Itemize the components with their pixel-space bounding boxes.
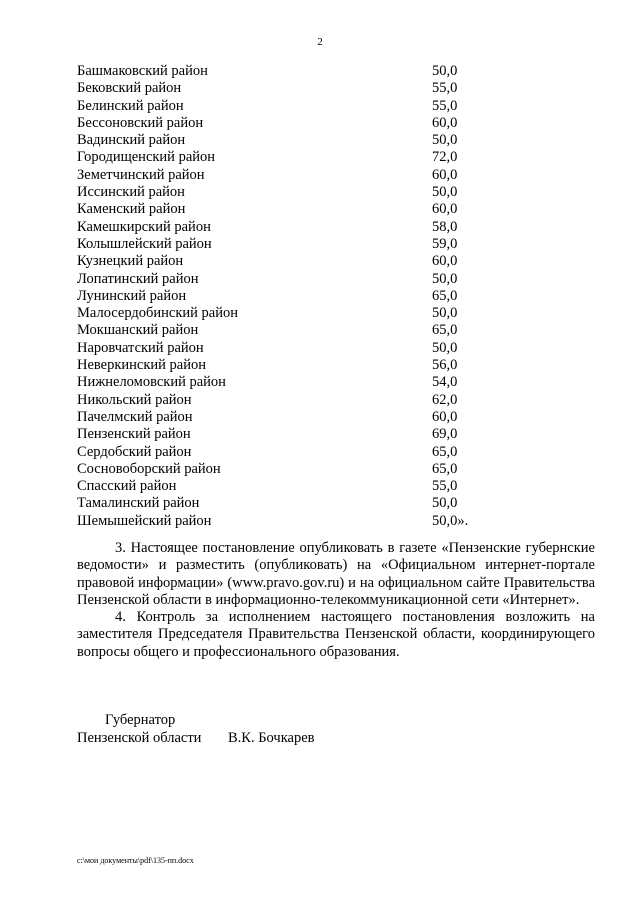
paragraph-control: 4. Контроль за исполнением настоящего постановления возложить на заместителя Председателя Правительства Пензенской области, координирующего вопросы общего и профессионального образования. <box>77 609 595 660</box>
district-value: 72,0 <box>432 149 458 166</box>
district-name: Лунинский район <box>77 287 187 304</box>
district-name: Городищенский район <box>77 149 216 166</box>
district-row <box>77 184 497 201</box>
district-value: 62,0 <box>432 391 458 408</box>
district-value: 60,0 <box>432 253 458 270</box>
signature-name: В.К. Бочкарев <box>228 730 315 746</box>
district-row <box>77 115 497 132</box>
district-row <box>77 461 497 478</box>
district-name: Бековский район <box>77 80 182 97</box>
district-row <box>77 513 497 530</box>
district-name: Нижнеломовский район <box>77 374 226 391</box>
district-value: 60,0 <box>432 166 458 183</box>
district-row <box>77 201 497 218</box>
district-row <box>77 149 497 166</box>
district-row <box>77 495 497 512</box>
district-value: 50,0 <box>432 305 458 322</box>
district-value: 56,0 <box>432 357 458 374</box>
district-name: Малосердобинский район <box>77 305 239 322</box>
district-row <box>77 271 497 288</box>
district-name: Наровчатский район <box>77 339 204 356</box>
signature-title: Губернатор <box>105 712 176 728</box>
district-row <box>77 253 497 270</box>
district-value: 69,0 <box>432 426 458 443</box>
district-row <box>77 132 497 149</box>
district-row <box>77 392 497 409</box>
district-value: 50,0». <box>432 512 469 529</box>
district-name: Иссинский район <box>77 184 185 201</box>
district-row <box>77 478 497 495</box>
district-value: 60,0 <box>432 408 458 425</box>
district-value: 65,0 <box>432 287 458 304</box>
district-name: Спасский район <box>77 478 177 495</box>
district-value: 58,0 <box>432 218 458 235</box>
footer-file-path: c:\мои документы\pdf\135-пп.docx <box>77 856 194 865</box>
district-value: 59,0 <box>432 235 458 252</box>
district-row <box>77 167 497 184</box>
district-value: 50,0 <box>432 132 458 149</box>
district-name: Бессоновский район <box>77 114 204 131</box>
paragraph-publication: 3. Настоящее постановление опубликовать в газете «Пензенские губернские ведомости» и разместить (опубликовать) на «Официальном интернет-портале правовой информации» (www.pravo.gov.ru) и на официальном сайте Правительства Пензенской области в информационно-телекоммуникационной сети «Интернет». <box>77 540 595 608</box>
district-value: 50,0 <box>432 495 458 512</box>
district-value: 55,0 <box>432 80 458 97</box>
district-name: Шемышейский район <box>77 512 212 529</box>
district-value: 50,0 <box>432 339 458 356</box>
district-value: 55,0 <box>432 97 458 114</box>
district-row <box>77 305 497 322</box>
district-row <box>77 63 497 80</box>
district-row <box>77 409 497 426</box>
district-name: Колышлейский район <box>77 235 212 252</box>
district-list <box>77 63 497 530</box>
district-row <box>77 322 497 339</box>
district-value: 65,0 <box>432 322 458 339</box>
district-name: Неверкинский район <box>77 357 206 374</box>
district-name: Земетчинский район <box>77 166 205 183</box>
signature-region: Пензенской области <box>77 730 202 746</box>
district-name: Кузнецкий район <box>77 253 184 270</box>
district-row <box>77 236 497 253</box>
district-name: Сердобский район <box>77 443 192 460</box>
district-value: 65,0 <box>432 443 458 460</box>
district-name: Сосновоборский район <box>77 460 221 477</box>
district-name: Мокшанский район <box>77 322 199 339</box>
district-row <box>77 357 497 374</box>
district-name: Белинский район <box>77 97 184 114</box>
district-row <box>77 340 497 357</box>
district-value: 55,0 <box>432 478 458 495</box>
district-row <box>77 426 497 443</box>
district-name: Каменский район <box>77 201 186 218</box>
district-row <box>77 219 497 236</box>
district-name: Пензенский район <box>77 426 191 443</box>
district-row <box>77 374 497 391</box>
district-row <box>77 444 497 461</box>
district-row <box>77 288 497 305</box>
district-value: 65,0 <box>432 460 458 477</box>
district-name: Башмаковский район <box>77 63 208 79</box>
district-value: 50,0 <box>432 184 458 201</box>
district-value: 54,0 <box>432 374 458 391</box>
district-name: Лопатинский район <box>77 270 199 287</box>
district-name: Тамалинский район <box>77 495 200 512</box>
district-value: 60,0 <box>432 114 458 131</box>
district-value: 50,0 <box>432 63 458 79</box>
district-name: Вадинский район <box>77 132 186 149</box>
district-row <box>77 80 497 97</box>
district-name: Пачелмский район <box>77 408 193 425</box>
district-row <box>77 98 497 115</box>
district-name: Камешкирский район <box>77 218 211 235</box>
district-value: 60,0 <box>432 201 458 218</box>
district-name: Никольский район <box>77 391 192 408</box>
district-value: 50,0 <box>432 270 458 287</box>
page-number: 2 <box>317 36 323 48</box>
